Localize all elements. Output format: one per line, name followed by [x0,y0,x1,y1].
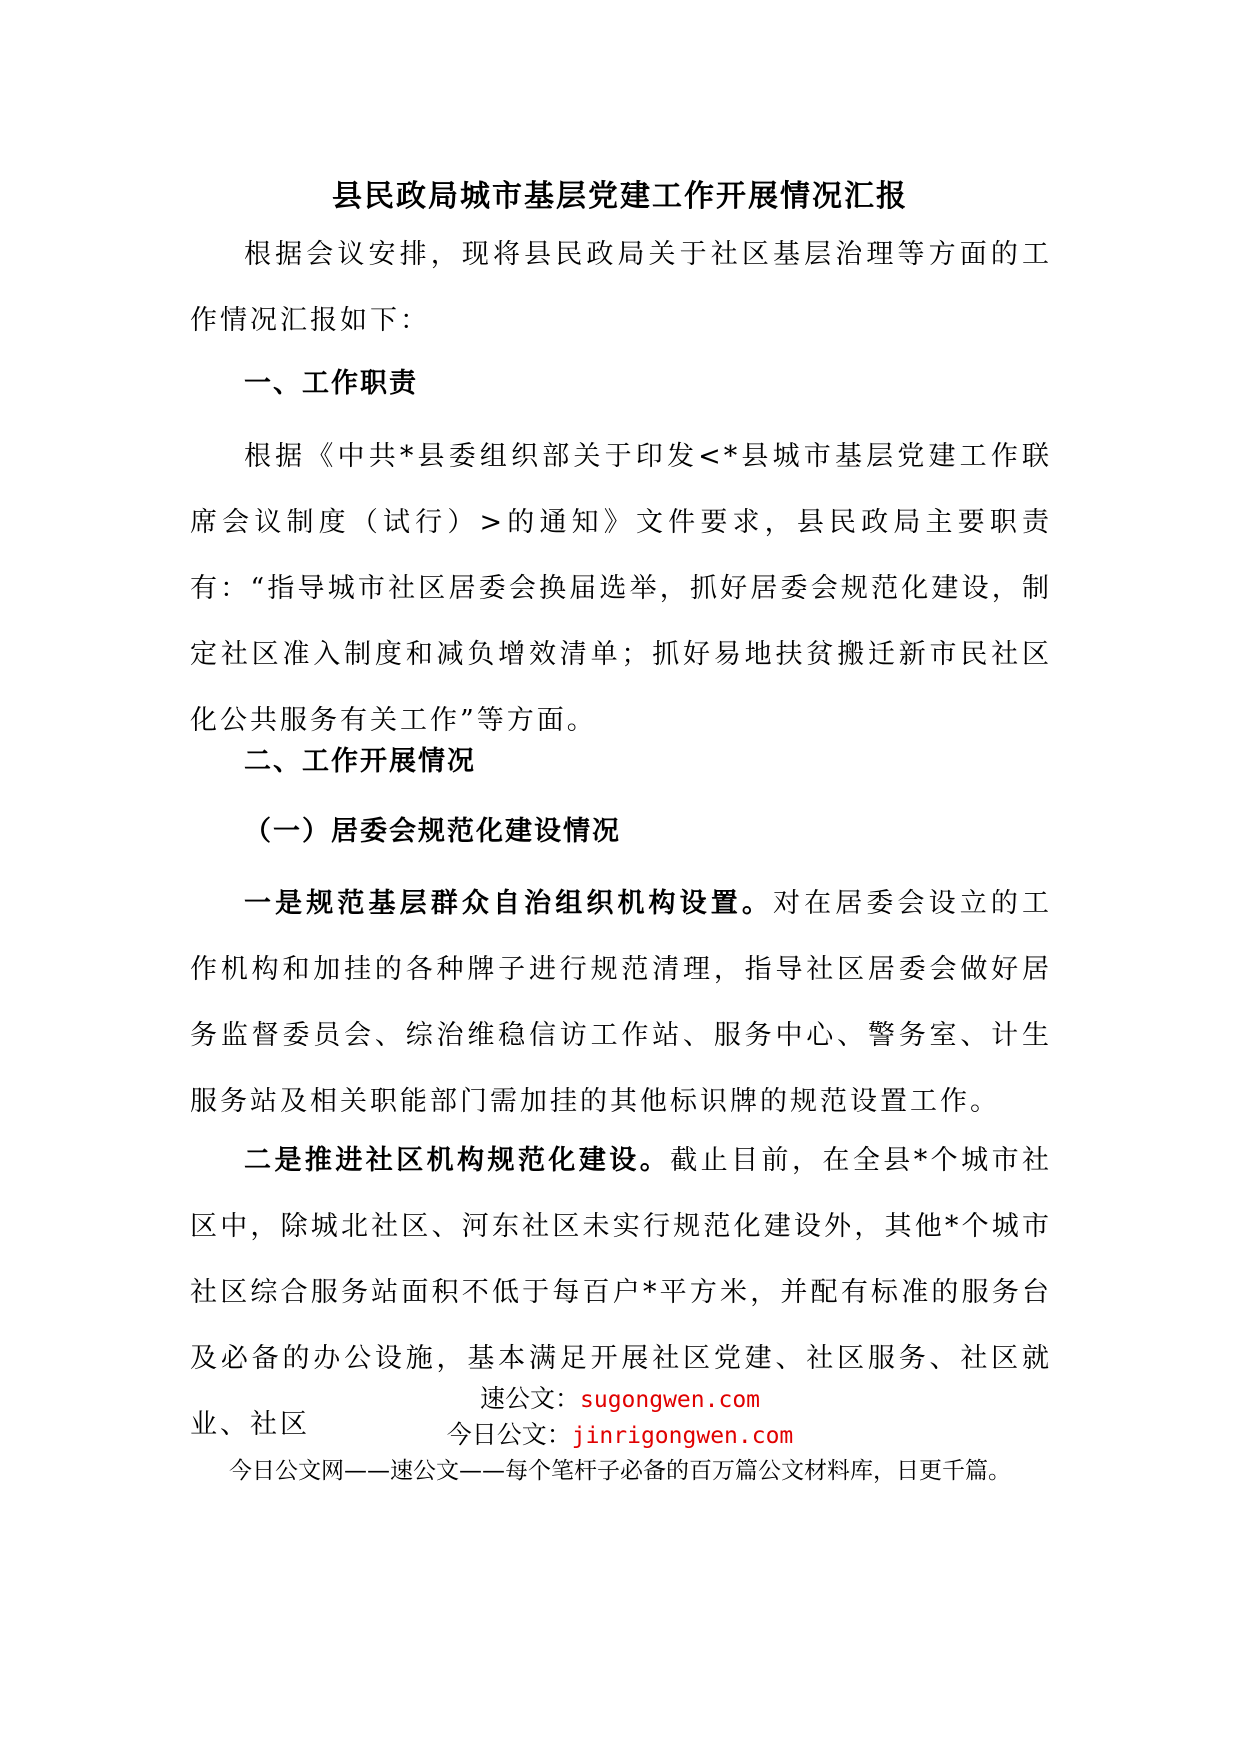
footer-line-jinrigongwen [0,1418,1240,1453]
footer-site-label: 今日公文： [446,1420,572,1449]
footer-site-label: 速公文： [479,1384,580,1413]
point-two-lead: 二是推进社区机构规范化建设。 [244,1145,671,1176]
point-one-lead: 一是规范基层群众自治组织机构设置。 [244,888,774,919]
point-one-body: 对在居委会设立的工作机构和加挂的各种牌子进行规范清理，指导社区居委会做好居务监督委员会、综治维稳信访工作站、服务中心、警务室、计生服务站及相关职能部门需加挂的其他标识牌的规范设置工作。 [190,888,1053,1117]
footer-line-sugongwen [0,1382,1240,1417]
point-two-body: 截止目前，在全县*个城市社区中，除城北社区、河东社区未实行规范化建设外，其他*个城市社区综合服务站面积不低于每百户*平方米，并配有标准的服务台及必备的办公设施，基本满足开展社区党建、社区服务、社区就业、社区 [190,1145,1053,1440]
duties-paragraph: 根据《中共*县委组织部关于印发<*县城市基层党建工作联席会议制度（试行）>的通知》文件要求，县民政局主要职责有：“指导城市社区居委会换届选举，抓好居委会规范化建设，制定社区准入制度和减负增效清单；抓好易地扶贫搬迁新市民社区化公共服务有关工作”等方面。 [190,441,1052,736]
footer-site-url[interactable]: jinrigongwen.com [571,1423,794,1449]
subsection-heading-committee: （一）居委会规范化建设情况 [244,816,621,847]
section-heading-progress: 二、工作开展情况 [244,746,476,777]
footer-site-url[interactable]: sugongwen.com [580,1387,761,1413]
footer-tagline: 今日公文网——速公文——每个笔杆子必备的百万篇公文材料库，日更千篇。 [229,1458,1011,1484]
section-heading-duties: 一、工作职责 [244,368,418,399]
point-one-paragraph [190,871,1052,1135]
intro-paragraph: 根据会议安排，现将县民政局关于社区基层治理等方面的工作情况汇报如下： [190,239,1052,336]
document-title: 县民政局城市基层党建工作开展情况汇报 [332,179,908,214]
